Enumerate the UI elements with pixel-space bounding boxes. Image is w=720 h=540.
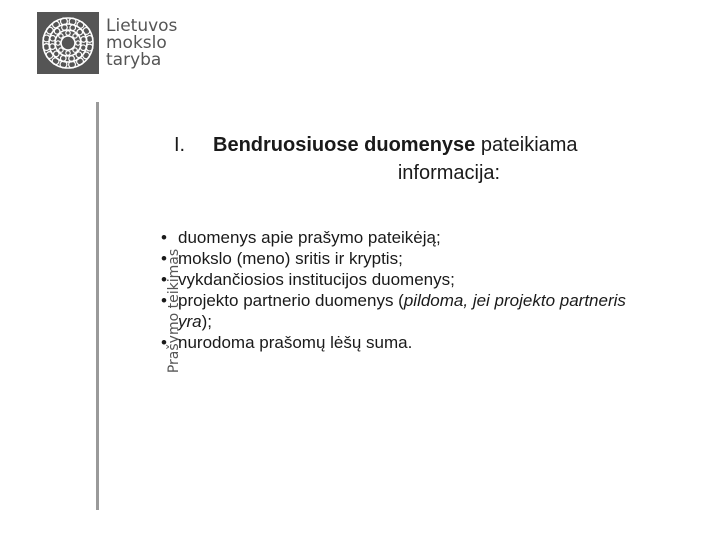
bullet-icon: • (161, 228, 167, 247)
heading-number: I. (174, 134, 186, 156)
list-item-text: duomenys apie prašymo pateikėją; (178, 228, 441, 247)
logo-line-1: Lietuvos (106, 15, 178, 36)
logo-line-3: taryba (106, 49, 162, 70)
list-item (150, 290, 640, 332)
list-item (150, 227, 640, 248)
bullet-icon: • (161, 333, 167, 352)
side-rule (96, 102, 99, 510)
list-item (150, 269, 640, 290)
list-item (150, 248, 640, 269)
heading-line-2: informacija: (397, 162, 501, 184)
list-item-text-before: projekto partnerio duomenys ( (178, 291, 404, 310)
section-heading (150, 131, 690, 187)
info-list (150, 227, 640, 353)
bullet-icon: • (161, 291, 167, 310)
list-item-text (178, 290, 640, 332)
bullet-icon: • (161, 249, 167, 268)
heading-bold: Bendruosiuose duomenyse (213, 134, 476, 156)
logo-wordmark (106, 15, 178, 70)
list-item-italic: pildoma, jei projekto partneris yra (178, 291, 626, 331)
logo (37, 12, 177, 74)
rosette-logo-icon (37, 12, 99, 74)
side-label: Prašymo teikimas (166, 248, 182, 374)
bullet-icon: • (161, 270, 167, 289)
list-item-text: vykdančiosios institucijos duomenys; (178, 270, 455, 289)
heading-rest: pateikiama (475, 134, 578, 156)
list-item-text: mokslo (meno) sritis ir kryptis; (178, 249, 403, 268)
heading-line-1 (213, 131, 578, 159)
list-item-text-after: ); (201, 312, 213, 331)
list-item (150, 332, 640, 353)
logo-line-2: mokslo (106, 32, 167, 53)
list-item-text: nurodoma prašomų lėšų suma. (178, 333, 413, 352)
